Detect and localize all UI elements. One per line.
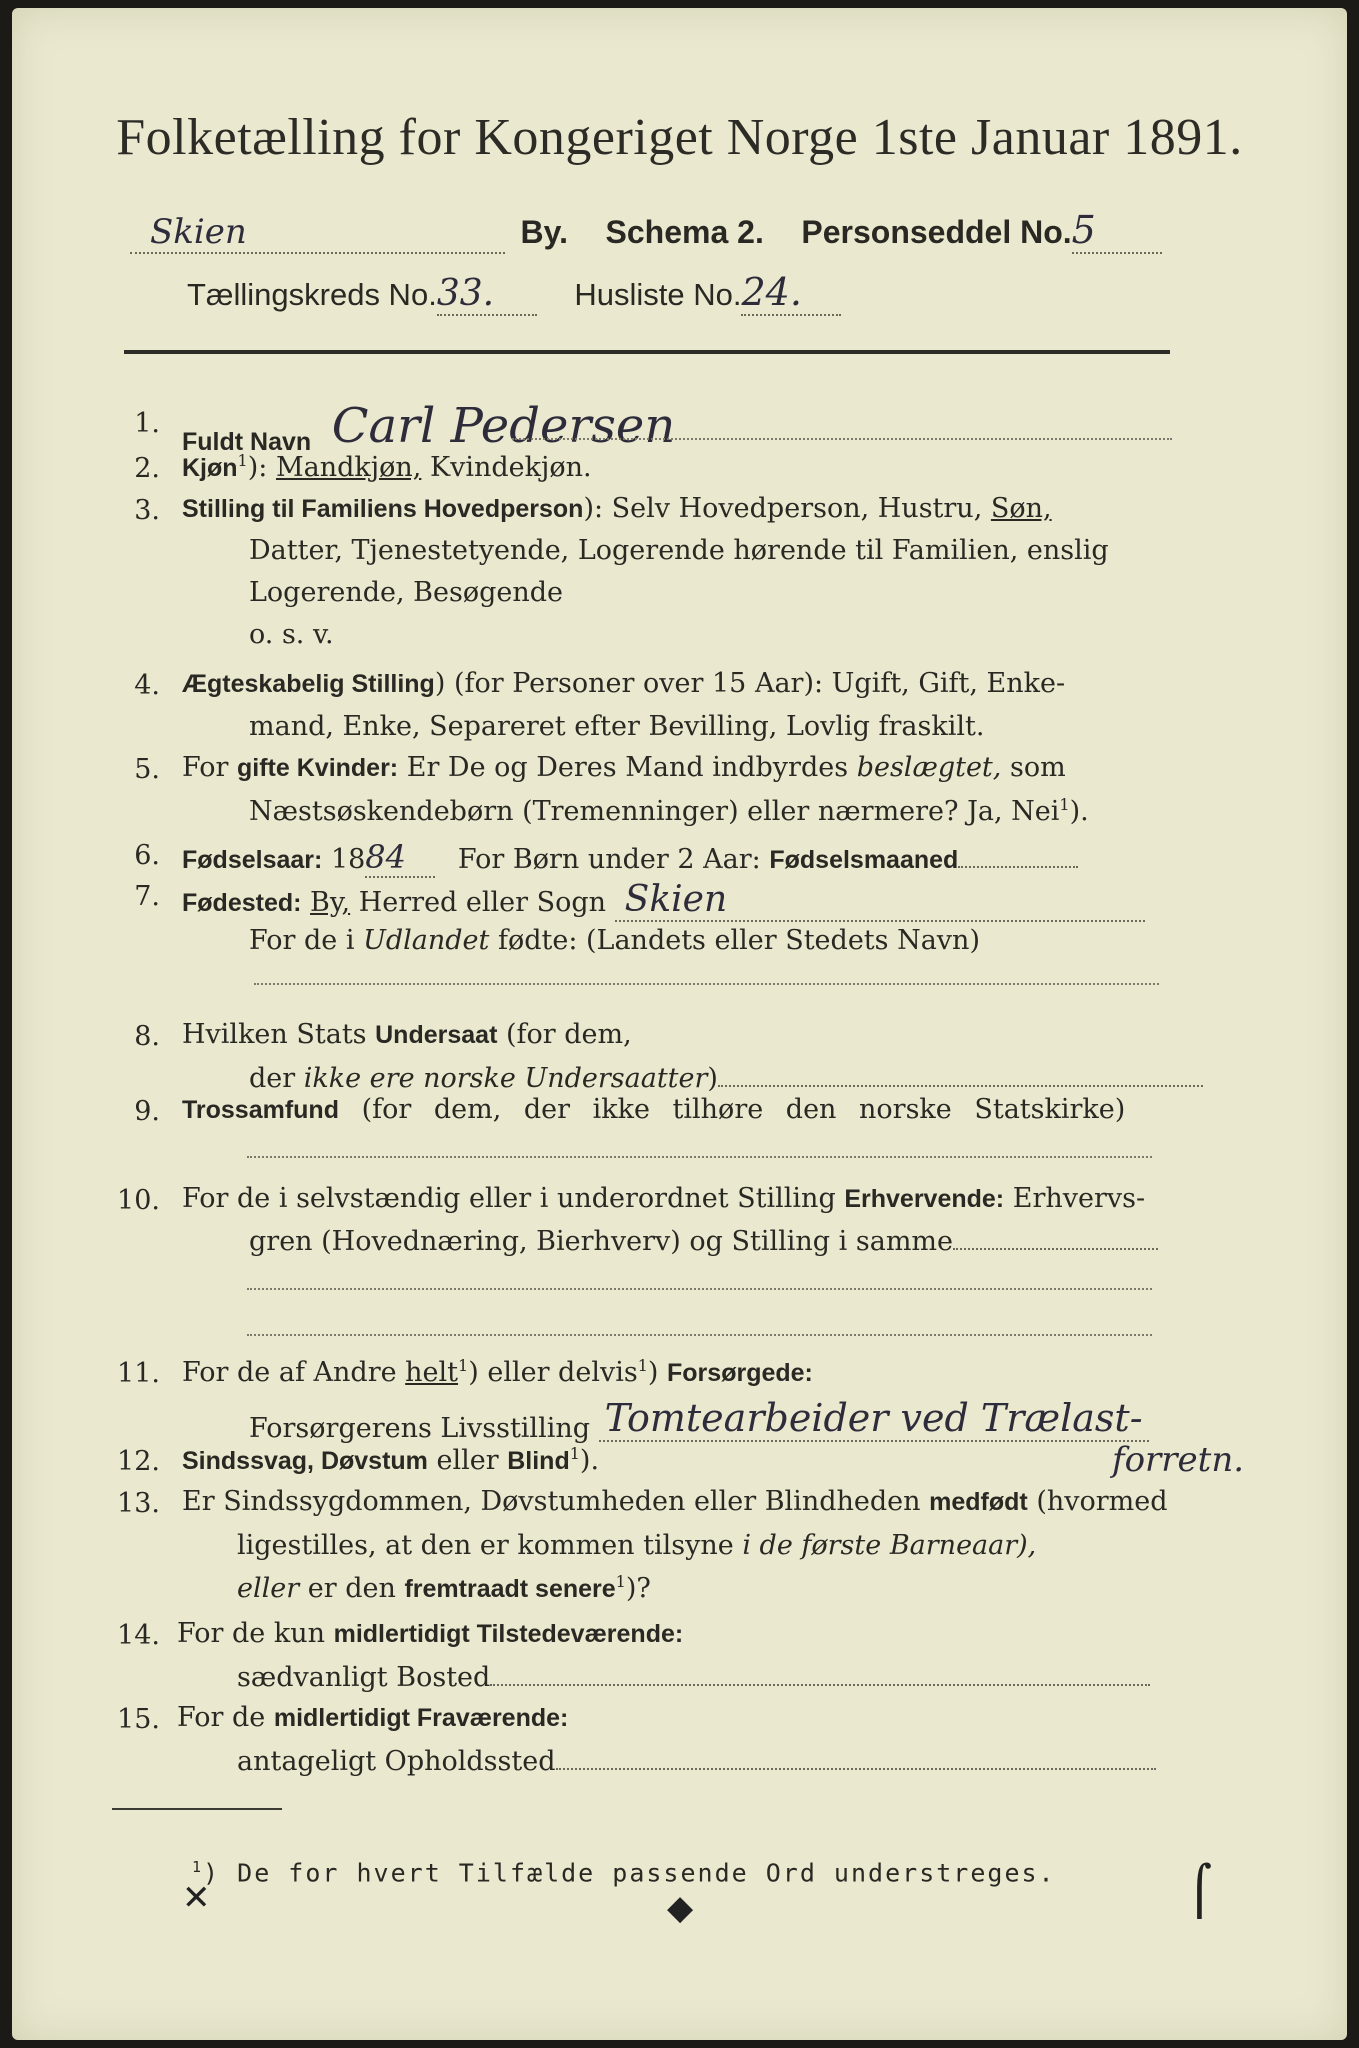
item-7-line-2: For de i Udlandet fødte: (Landets eller Stedets Navn)	[249, 925, 980, 956]
item-3-line-2: Datter, Tjenestetyende, Logerende hørende til Familien, enslig	[249, 535, 1109, 566]
item-13-line-1: Er Sindssygdommen, Døvstumheden eller Blindheden medfødt (hvormed	[182, 1486, 1168, 1517]
item-8-line-1: Hvilken Stats Undersaat (for dem,	[182, 1019, 632, 1050]
item-4-line-1: Ægteskabelig Stilling) (for Personer over 15 Aar): Ugift, Gift, Enke-	[182, 668, 1066, 699]
item-2-line: Kjøn$^1$): Mandkjøn, Kvindekjøn.	[182, 451, 592, 483]
item-3-line-1: Stilling til Familiens Hovedperson): Selv Hovedperson, Hustru, Søn,	[182, 493, 1052, 524]
item-15-line-1: For de midlertidigt Fraværende:	[177, 1702, 569, 1733]
item-10-line-2: gren (Hovednæring, Bierhverv) og Stilling i samme	[249, 1226, 1158, 1257]
item-10-dotline-1	[247, 1288, 1152, 1290]
item-13-number: 13.	[117, 1488, 160, 1519]
item-5-label: gifte Kvinder:	[237, 754, 399, 782]
header-row-kreds	[187, 270, 841, 316]
item-8-label: Undersaat	[375, 1021, 498, 1049]
item-10-label: Erhvervende:	[844, 1185, 1005, 1213]
kreds-no: 33.	[437, 273, 537, 316]
item-13-line-2: ligestilles, at den er kommen tilsyne i de første Barneaar),	[237, 1530, 1037, 1561]
birthplace-value: Skien	[615, 879, 1145, 922]
item-12-line: Sindssvag, Døvstum eller Blind$^1$).	[182, 1444, 600, 1476]
option-son: Søn,	[990, 493, 1052, 524]
item-3-number: 3.	[134, 495, 160, 526]
item-1-number: 1.	[134, 408, 160, 439]
footnote-rule	[112, 1808, 282, 1810]
item-4-number: 4.	[134, 670, 160, 701]
item-11-line-1: For de af Andre helt$^1$) eller delvis$^1$) Forsørgede:	[182, 1356, 813, 1388]
ink-mark-left: ✕	[182, 1878, 211, 1918]
item-11-number: 11.	[117, 1358, 160, 1389]
husliste-no: 24.	[741, 270, 841, 316]
item-14-line-2: sædvanligt Bosted	[237, 1662, 1150, 1693]
ink-mark-right: ⌠	[1187, 1863, 1213, 1919]
footnote: $^1$) De for hvert Tilfælde passende Ord understreges.	[192, 1858, 1056, 1888]
item-3-label: Stilling til Familiens Hovedperson	[182, 495, 584, 523]
item-6-label-2: Fødselsmaaned	[769, 846, 959, 874]
option-helt: helt	[405, 1357, 459, 1388]
item-14-line-1: For de kun midlertidigt Tilstedeværende:	[177, 1618, 684, 1649]
item-5-line-1: For gifte Kvinder: Er De og Deres Mand indbyrdes beslægtet, som	[182, 752, 1066, 783]
item-4-label: Ægteskabelig Stilling	[182, 670, 435, 698]
kreds-label: Tællingskreds No.	[187, 277, 437, 312]
item-10-dotline-2	[247, 1334, 1152, 1336]
item-2-number: 2.	[134, 453, 160, 484]
item-7-dotline	[254, 983, 1159, 985]
option-mandkjon: Mandkjøn,	[275, 452, 422, 483]
item-7-line-1: Fødested: By, Herred eller Sogn Skien	[182, 879, 1145, 922]
item-5-number: 5.	[134, 754, 160, 785]
city-value: Skien	[130, 212, 505, 254]
birth-year-value: 84	[365, 838, 435, 878]
item-13-line-3: eller er den fremtraadt senere$^1$)?	[237, 1572, 651, 1604]
item-8-line-2: der ikke ere norske Undersaatter)	[249, 1063, 1203, 1094]
schema-label: Schema 2.	[605, 214, 764, 250]
item-11-label: Forsørgede:	[667, 1359, 813, 1387]
item-10-number: 10.	[117, 1185, 160, 1216]
item-3-line-3: Logerende, Besøgende	[249, 577, 563, 608]
item-4-line-2: mand, Enke, Separeret efter Bevilling, Lovlig fraskilt.	[249, 711, 985, 742]
item-8-number: 8.	[134, 1021, 160, 1052]
item-1-label: Fuldt Navn	[182, 428, 312, 456]
item-9-number: 9.	[134, 1096, 160, 1127]
item-6-line: Fødselsaar: 1884 For Børn under 2 Aar: Fødselsmaaned	[182, 838, 1078, 878]
header-row-city	[130, 208, 1162, 254]
item-7-label: Fødested:	[182, 889, 302, 917]
header-rule	[124, 350, 1170, 354]
ink-mark-center: ◆	[667, 1888, 694, 1928]
option-by: By,	[310, 887, 351, 918]
item-15-line-2: antageligt Opholdssted	[237, 1746, 1156, 1777]
item-6-label: Fødselsaar:	[182, 846, 323, 874]
item-1-dotline	[512, 438, 1172, 440]
option-kvindekjon: Kvindekjøn.	[429, 452, 592, 483]
personseddel-label: Personseddel No.	[801, 214, 1072, 250]
item-12-label: Sindssvag, Døvstum	[182, 1447, 428, 1475]
census-form-page	[12, 8, 1347, 2040]
item-10-line-1: For de i selvstændig eller i underordnet Stilling Erhvervende: Erhvervs-	[182, 1183, 1146, 1214]
item-6-number: 6.	[134, 840, 160, 871]
item-9-line: Trossamfund (for dem, der ikke tilhøre den norske Statskirke)	[182, 1094, 1126, 1125]
item-3-line-4: o. s. v.	[249, 619, 334, 650]
by-label: By.	[520, 214, 568, 250]
item-12-number: 12.	[117, 1446, 160, 1477]
item-5-line-2: Næstsøskendebørn (Tremenninger) eller nærmere? Ja, Nei$^1$).	[249, 795, 1089, 827]
item-12-label-2: Blind	[507, 1447, 570, 1475]
item-2-label: Kjøn	[182, 454, 238, 482]
item-9-dotline	[247, 1156, 1152, 1158]
item-15-number: 15.	[117, 1704, 160, 1735]
form-title: Folketælling for Kongeriget Norge 1ste Januar 1891.	[116, 109, 1243, 166]
item-14-number: 14.	[117, 1620, 160, 1651]
item-13-label: medfødt	[929, 1488, 1028, 1516]
personseddel-no: 5	[1072, 208, 1162, 254]
supporter-occupation-value-2: forretn.	[1112, 1440, 1245, 1480]
full-name-value: Carl Pedersen	[331, 398, 676, 454]
item-7-number: 7.	[134, 881, 160, 912]
item-15-label: midlertidigt Fraværende:	[273, 1704, 569, 1732]
item-11-line-2: Forsørgerens Livsstilling Tomtearbeider ved Trælast-	[249, 1402, 1149, 1448]
item-9-label: Trossamfund	[182, 1096, 339, 1124]
item-14-label: midlertidigt Tilstedeværende:	[333, 1620, 684, 1648]
supporter-occupation-value: Tomtearbeider ved Trælast-	[599, 1396, 1149, 1442]
husliste-label: Husliste No.	[574, 277, 742, 312]
